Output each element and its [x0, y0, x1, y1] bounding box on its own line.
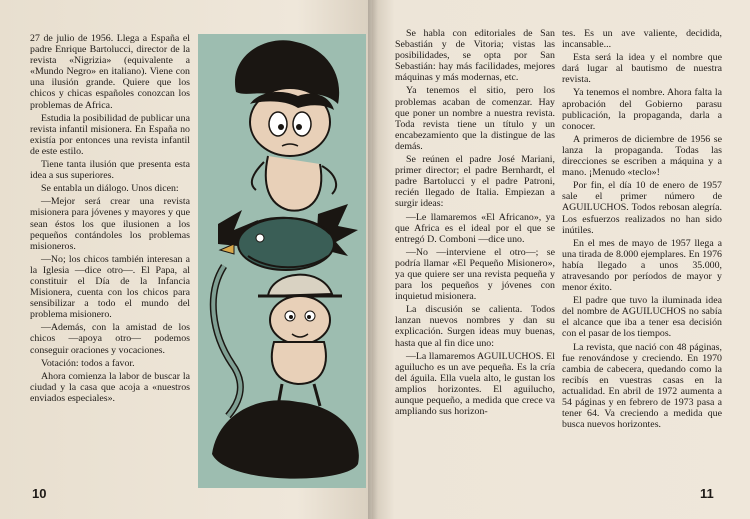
paragraph: Ya tenemos el sitio, pero los problemas acaban de comenzar. Hay que poner un nombre a nuestra revista. Toda revista tiene un título y un encabezamiento que la distingue de las demás. [395, 85, 555, 152]
dialogue-paragraph: —No —interviene el otro—; se podría llamar «El Pequeño Misionero», ya que quiere ser una revista pequeña y para los pequeños y jóvenes con inquietud misionera. [395, 246, 555, 303]
paragraph: Tiene tanta ilusión que presenta esta idea a sus superiores. [30, 159, 190, 182]
paragraph: Votación: todos a favor. [41, 357, 135, 369]
page-number-right: 11 [700, 486, 714, 501]
paragraph: Ya tenemos el nombre. Ahora falta la aprobación del Gobierno parasu publicación, la propaganda, darla a conocer. [562, 87, 722, 132]
paragraph: tes. Es un ave valiente, decidida, incansable... [562, 28, 722, 51]
dialogue-paragraph: —Mejor será crear una revista misionera para jóvenes y mayores y que sean éstos los que ilusionen a los pequeños contándoles los problemas misioneros. [30, 196, 190, 252]
paragraph: Se entabla un diálogo. Unos dicen: [41, 183, 179, 195]
missionary-figure [258, 275, 342, 406]
left-page [0, 0, 372, 519]
eaglet-figure [218, 204, 358, 270]
left-page-text-column [30, 33, 190, 406]
page-number-left: 10 [32, 486, 47, 501]
paragraph: Se reúnen el padre José Mariani, primer director; el padre Bernhardt, el padre Bartolucci y el padre Patroni, recién llegado de Italia. Empiezan a surgir ideas: [395, 154, 555, 210]
paragraph: La discusión se calienta. Todos lanzan nuevos nombres y dan su explicación. Surgen ideas muy buenas, hasta que al fin dice uno: [395, 304, 555, 349]
boy-figure [235, 40, 339, 210]
paragraph: Se habla con editoriales de San Sebastián y de Vitoria; vistas las posibilidades, se opta por San Sebastián: hay más facilidades, mejores máquinas y más modernas, etc. [395, 28, 555, 84]
paragraph: Esta será la idea y el nombre que dará lugar al bautismo de nuestra revista. [562, 52, 722, 86]
paragraph: Por fin, el día 10 de enero de 1957 sale el primer número de AGUILUCHOS. Todos rebosan alegría. Los esfuerzos realizados no han sido inútiles. [562, 180, 722, 236]
paragraph: En el mes de mayo de 1957 llega a una tirada de 8.000 ejemplares. En 1976 había llegado a unos 35.000, atravesando por períodos de mayor y menor éxito. [562, 237, 722, 294]
right-page-text-column-2 [562, 28, 722, 432]
paragraph: A primeros de diciembre de 1956 se lanza la propaganda. Todas las direcciones se escriben a máquina y a mano. ¡Menudo «teclo»! [562, 133, 722, 179]
book-gutter [368, 0, 378, 519]
paragraph: 27 de julio de 1956. Llega a España el padre Enrique Bartolucci, director de la revista «Nigrizia» (equivalente a «Mundo Negro» en italiano). Viene con una ilusión grande. Quiere que los chicos y chicas españoles conozcan los problemas de Africa. [30, 33, 190, 111]
paragraph: La revista, que nació con 48 páginas, fue renovándose y creciendo. En 1970 cambia de cabecera, quedando como la recibís en vuestras casas en la actualidad. En abril de 1972 aumenta a 54 páginas y en febrero de 1973 pasa a tener 64. Va creciendo a medida que busca nuevos horizontes. [562, 341, 722, 431]
dialogue-paragraph: —Además, con la amistad de los chicos —apoya otro— podemos conseguir oraciones y vocaciones. [30, 322, 190, 356]
paragraph: Estudia la posibilidad de publicar una revista infantil misionera. En España no existía por entonces una revista infantil de este estilo. [30, 112, 190, 157]
dialogue-paragraph: —La llamaremos AGUILUCHOS. El aguilucho es un ave pequeña. Es la cría del águila. Ella vuela alto, le gustan los amplios horizontes. El aguilucho, aunque pequeño, a medida que crece va ampliando sus horizon- [395, 350, 555, 418]
dialogue-paragraph: —Le llamaremos «El Africano», ya que Africa es el ideal por el que se entregó D. Comboni —dice uno. [395, 211, 555, 245]
paragraph: El padre que tuvo la iluminada idea del nombre de AGUILUCHOS no sabía el alcance que iba a tener esa decisión con el pasar de los tiempos. [562, 295, 722, 340]
illustration-panel [198, 34, 366, 488]
dialogue-paragraph: —No; los chicos también interesan a la Iglesia —dice otro—. El Papa, al constituir el Día de la Infancia Misionera, cuenta con los chicos para sensibilizar a todo el mundo del problema misionero. [30, 253, 190, 321]
cartoon-illustration [198, 34, 366, 488]
paragraph: Ahora comienza la labor de buscar la ciudad y la casa que acoja a «nuestros enviados especiales». [30, 370, 190, 404]
snake-figure [213, 266, 240, 416]
right-page-text-column-1 [395, 28, 555, 419]
